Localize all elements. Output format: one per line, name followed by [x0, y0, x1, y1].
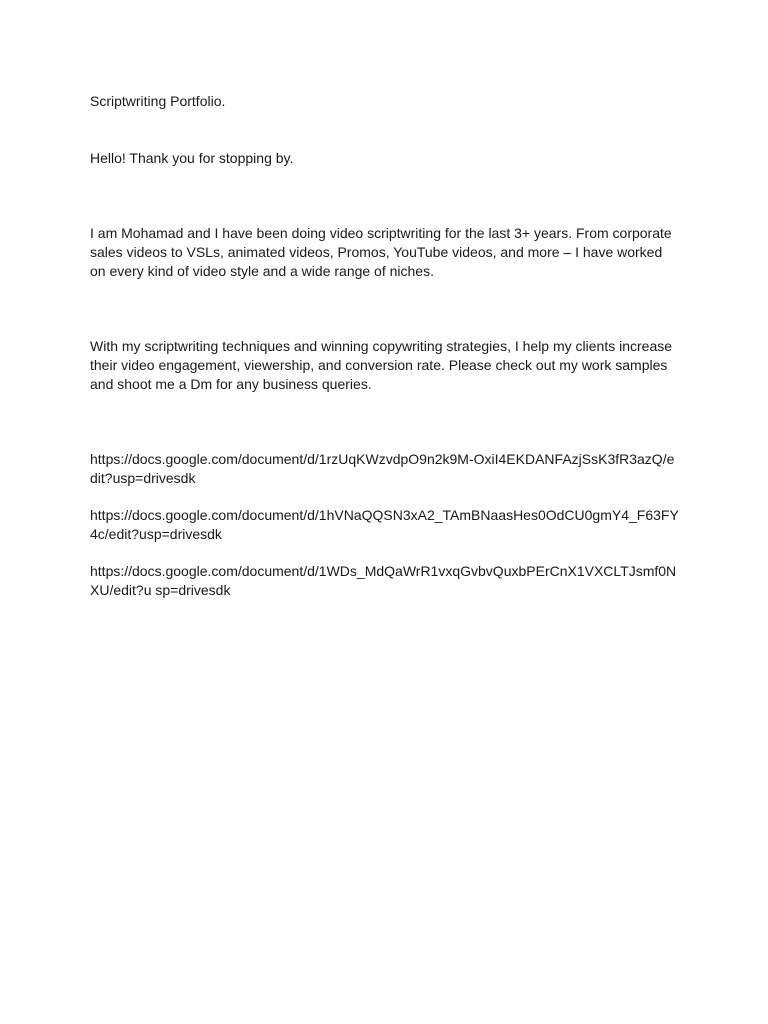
- intro-paragraph: I am Mohamad and I have been doing video scriptwriting for the last 3+ years. From corporate sales videos to VSLs, animated videos, Promos, YouTube videos, and more – I have worked on every kind of video style and a wide range of niches.: [90, 225, 672, 279]
- document-title: Scriptwriting Portfolio.: [90, 93, 226, 109]
- work-sample-link-3[interactable]: https://docs.google.com/document/d/1WDs_MdQaWrR1vxqGvbvQuxbPErCnX1VXCLTJsmf0NXU/edit?u sp=drivesdk: [90, 563, 677, 598]
- services-paragraph: With my scriptwriting techniques and winning copywriting strategies, I help my clients increase their video engagement, viewership, and conversion rate. Please check out my work samples and shoot me a Dm for any business queries.: [90, 338, 673, 392]
- work-sample-link-1[interactable]: https://docs.google.com/document/d/1rzUqKWzvdpO9n2k9M-OxiI4EKDANFAzjSsK3fR3azQ/edit?usp=drivesdk: [90, 451, 675, 486]
- work-sample-link-2[interactable]: https://docs.google.com/document/d/1hVNaQQSN3xA2_TAmBNaasHes0OdCU0gmY4_F63FY4c/edit?usp=drivesdk: [90, 507, 679, 542]
- greeting-paragraph: Hello! Thank you for stopping by.: [90, 150, 294, 166]
